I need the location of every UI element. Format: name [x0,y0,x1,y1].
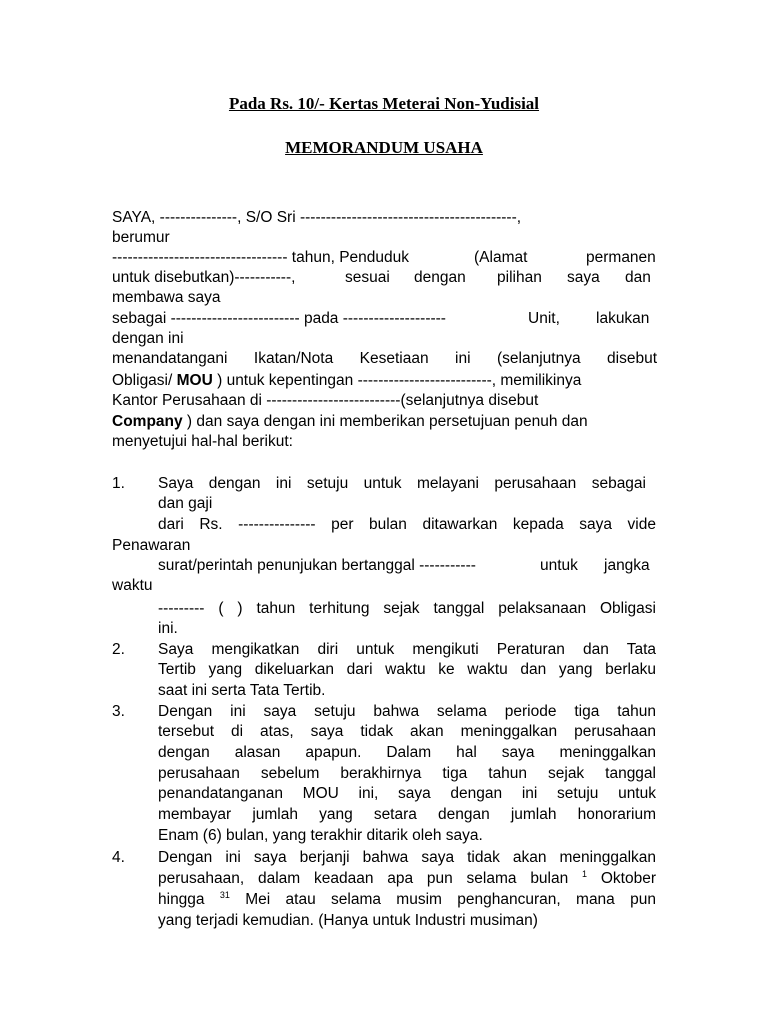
clause-1-line-2: dan gaji [158,495,213,512]
company-bold: Company [112,413,183,430]
intro-line-7: dengan ini [112,330,184,347]
intro-line-3a: ---------------------------------- tahun, Penduduk [112,249,410,266]
stamp-paper-title: Pada Rs. 10/- Kertas Meterai Non-Yudisial [228,94,540,113]
intro-line-4d: pilihan [497,269,542,286]
intro-line-4c: dengan [414,269,466,286]
intro-line-4a: untuk disebutkan)-----------, [112,269,296,286]
intro-line-6b: Unit, [528,310,560,327]
clause-1-line-5b: untuk [540,557,578,574]
clause-3-line-6: membayar jumlah yang setara dengan jumlah honorarium [158,806,656,823]
document-title: MEMORANDUM USAHA [285,138,483,157]
clause-1-line-5c: jangka [604,557,650,574]
clause-3-line-4: perusahaan sebelum berakhirnya tiga tahun sejak tanggal [158,765,656,782]
clause-1-line-7: --------- ( ) tahun terhitung sejak tanggal pelaksanaan Obligasi [158,600,656,617]
clause-3-number: 3. [112,703,125,720]
intro-line-4f: dan [625,269,651,286]
intro-line-5: membawa saya [112,289,221,306]
intro-line-1: SAYA, ---------------, S/O Sri ------------------------------------------, [112,209,522,226]
clause-3-line-2: tersebut di atas, saya tidak akan meninggalkan perusahaan [158,723,656,740]
clause-2-line-3: saat ini serta Tata Tertib. [158,682,326,699]
clause-3-line-1: Dengan ini saya setuju bahwa selama periode tiga tahun [158,703,656,720]
clause-4-line-2: perusahaan, dalam keadaan apa pun selama bulan $^1$ Oktober [158,869,656,887]
intro-line-8: menandatangani Ikatan/Nota Kesetiaan ini (selanjutnya disebut [112,350,657,367]
intro-line-9: Obligasi/ MOU ) untuk kepentingan --------------------------, memilikinya [112,372,582,389]
intro-line-2: berumur [112,229,170,246]
clause-1-line-5a: surat/perintah penunjukan bertanggal ----------- [158,557,476,574]
intro-line-3b: (Alamat [474,249,528,266]
clause-1-line-6: waktu [112,577,153,594]
intro-line-4e: saya [567,269,600,286]
intro-line-10: Kantor Perusahaan di --------------------------(selanjutnya disebut [112,392,539,409]
mou-bold: MOU [176,372,213,389]
clause-4-line-4: yang terjadi kemudian. (Hanya untuk Industri musiman) [158,912,538,929]
clause-4-number: 4. [112,849,125,866]
clause-4-line-1: Dengan ini saya berjanji bahwa saya tidak akan meninggalkan [158,849,656,866]
clause-1-line-1: Saya dengan ini setuju untuk melayani perusahaan sebagai [158,475,646,492]
intro-line-3c: permanen [586,249,656,266]
intro-line-11: Company ) dan saya dengan ini memberikan persetujuan penuh dan [112,413,588,430]
clause-1-line-3: dari Rs. --------------- per bulan ditawarkan kepada saya vide [158,516,656,533]
clause-2-number: 2. [112,641,125,658]
intro-line-6a: sebagai ------------------------- pada -------------------- [112,310,446,327]
clause-3-line-3: dengan alasan apapun. Dalam hal saya meninggalkan [158,744,656,761]
clause-1-line-4: Penawaran [112,537,191,554]
intro-line-6c: lakukan [596,310,650,327]
superscript-1: 1 [582,869,588,879]
superscript-31: 31 [219,890,230,900]
clause-3-line-5: penandatanganan MOU ini, saya dengan ini setuju untuk [158,785,656,802]
clause-1-number: 1. [112,475,125,492]
intro-line-4b: sesuai [345,269,390,286]
intro-line-12: menyetujui hal-hal berikut: [112,433,293,450]
clause-2-line-1: Saya mengikatkan diri untuk mengikuti Peraturan dan Tata [158,641,656,658]
clause-2-line-2: Tertib yang dikeluarkan dari waktu ke waktu dan yang berlaku [158,661,656,678]
clause-3-line-7: Enam (6) bulan, yang terakhir ditarik oleh saya. [158,827,483,844]
clause-4-line-3: hingga $^{31}$ Mei atau selama musim penghancuran, mana pun [158,890,656,908]
clause-1-line-8: ini. [158,620,178,637]
